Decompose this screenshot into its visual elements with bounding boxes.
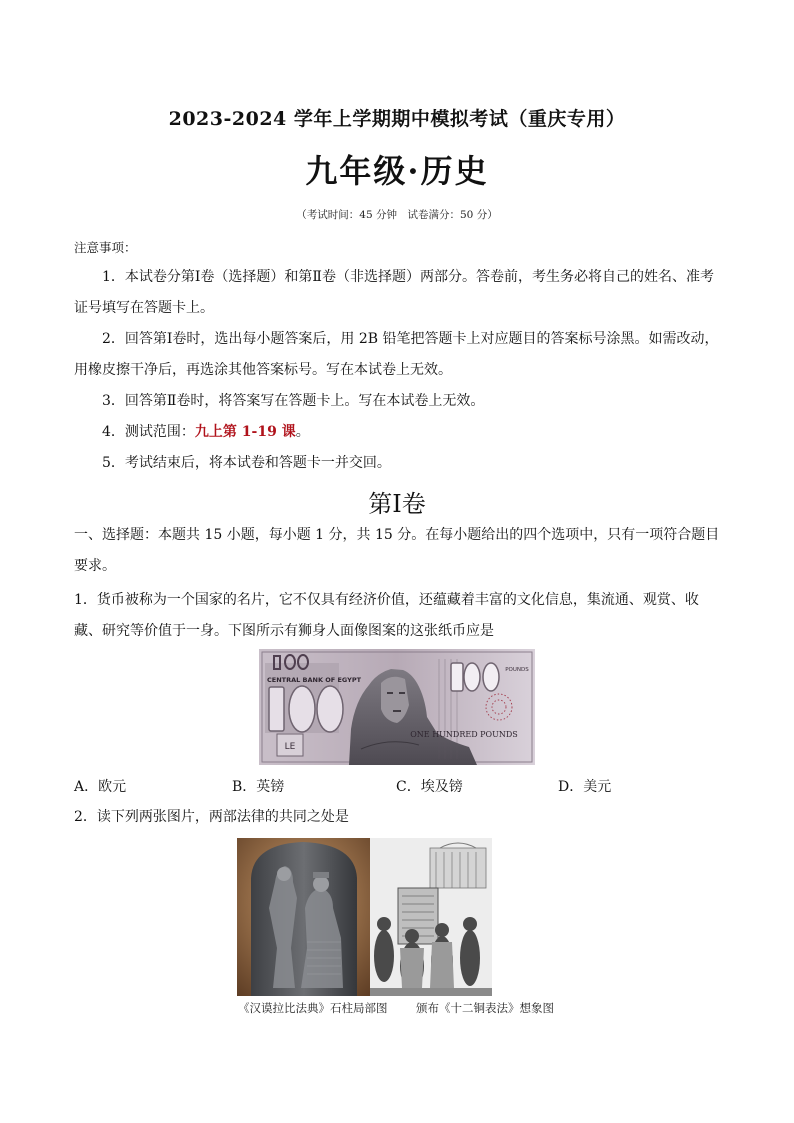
hammurabi-stele-illustration bbox=[237, 838, 370, 996]
banknote-corner-text: POUNDS bbox=[505, 667, 529, 673]
banknote-bank-name: CENTRAL BANK OF EGYPT bbox=[267, 676, 362, 684]
option-d: D．美元 bbox=[558, 779, 612, 795]
option-c: C．埃及镑 bbox=[396, 779, 463, 795]
notice-item-2: 2．回答第Ⅰ卷时，选出每小题答案后，用 2B 铅笔把答题卡上对应题目的答案标号涂黑。如需改动，用橡皮擦干净后，再选涂其他答案标号。写在本试卷上无效。 bbox=[74, 331, 719, 378]
banknote-image bbox=[259, 649, 535, 765]
section-instructions: 一、选择题：本题共 15 小题，每小题 1 分，共 15 分。在每小题给出的四个选项中，只有一项符合题目要求。 bbox=[74, 527, 720, 574]
caption-twelve-tables: 颁布《十二铜表法》想象图 bbox=[416, 1001, 554, 1015]
notice-item-4 bbox=[74, 417, 722, 448]
caption-hammurabi: 《汉谟拉比法典》石柱局部图 bbox=[238, 1001, 388, 1015]
notice-item-4-suffix: 。 bbox=[295, 424, 310, 440]
banknote-words: ONE HUNDRED POUNDS bbox=[410, 730, 518, 739]
exam-title: 2023-2024 学年上学期期中模拟考试（重庆专用） bbox=[168, 108, 626, 130]
question-1-options bbox=[74, 776, 722, 798]
exam-info: （考试时间：45 分钟 试卷满分：50 分） bbox=[296, 209, 498, 221]
subject-title: 九年级·历史 bbox=[305, 152, 489, 190]
banknote-illustration bbox=[259, 649, 535, 765]
notice-item-3: 3．回答第Ⅱ卷时，将答案写在答题卡上。写在本试卷上无效。 bbox=[102, 393, 485, 409]
twelve-tables-image bbox=[370, 838, 492, 996]
banknote-le: LE bbox=[284, 742, 296, 752]
notice-item-4-prefix: 4．测试范围： bbox=[102, 424, 195, 440]
notice-item-1: 1．本试卷分第Ⅰ卷（选择题）和第Ⅱ卷（非选择题）两部分。答卷前，考生务必将自己的姓名、准考证号填写在答题卡上。 bbox=[74, 269, 714, 316]
notice-heading: 注意事项： bbox=[74, 240, 137, 255]
option-b: B．英镑 bbox=[232, 779, 285, 795]
twelve-tables-illustration bbox=[370, 838, 492, 996]
question-1-stem: 1．货币被称为一个国家的名片，它不仅具有经济价值，还蕴藏着丰富的文化信息，集流通、观赏、收藏、研究等价值于一身。下图所示有狮身人面像图案的这张纸币应是 bbox=[74, 592, 699, 639]
option-a: A．欧元 bbox=[74, 779, 127, 795]
notice-item-5: 5．考试结束后，将本试卷和答题卡一并交回。 bbox=[102, 455, 391, 471]
question-2-stem: 2．读下列两张图片，两部法律的共同之处是 bbox=[74, 809, 349, 825]
test-range: 九上第 1-19 课 bbox=[194, 424, 296, 440]
section-title: 第Ⅰ卷 bbox=[368, 490, 426, 518]
hammurabi-stele-image bbox=[237, 838, 370, 996]
